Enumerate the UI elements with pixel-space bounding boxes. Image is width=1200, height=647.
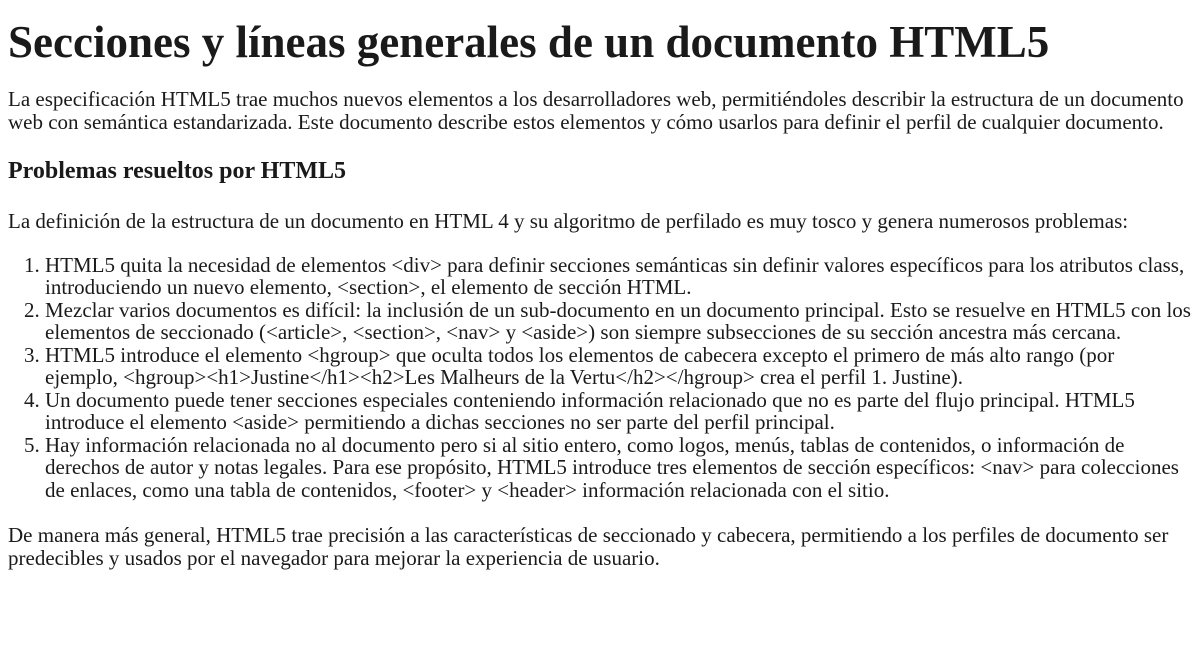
section-heading: Problemas resueltos por HTML5 bbox=[8, 158, 346, 184]
list-item: 1. HTML5 quita la necesidad de elementos <div> para definir secciones semánticas sin definir valores específicos para los atributos class, introduciendo un nuevo elemento, <section>, el elemento de sección HTML. bbox=[45, 254, 1192, 299]
conclusion-paragraph: De manera más general, HTML5 trae precisión a las características de seccionado y cabecera, permitiendo a los perfiles de documento ser predecibles y usados por el navegador para mejorar la experiencia de usuario. bbox=[8, 523, 1169, 570]
intro-paragraph: La especificación HTML5 trae muchos nuevos elementos a los desarrolladores web, permitiéndoles describir la estructura de un documento web con semántica estandarizada. Este documento describe estos elementos y cómo usarlos para definir el perfil de cualquier documento. bbox=[8, 87, 1184, 134]
list-item: 5. Hay información relacionada no al documento pero si al sitio entero, como logos, menús, tablas de contenidos, o información de derechos de autor y notas legales. Para ese propósito, HTML5 introduce tres elementos de sección específicos: <nav> para colecciones de enlaces, como una tabla de contenidos, <footer> y <header> información relacionada con el sitio. bbox=[45, 434, 1192, 502]
problems-list bbox=[8, 254, 1192, 502]
document-page bbox=[0, 17, 1200, 569]
list-item: 4. Un documento puede tener secciones especiales conteniendo información relacionado que no es parte del flujo principal. HTML5 introduce el elemento <aside> permitiendo a dichas secciones no ser parte del perfil principal. bbox=[45, 389, 1192, 434]
list-item: 2. Mezclar varios documentos es difícil: la inclusión de un sub-documento en un documento principal. Esto se resuelve en HTML5 con los elementos de seccionado (<article>, <section>, <nav> y <aside>) son siempre subsecciones de su sección ancestra más cercana. bbox=[45, 299, 1192, 344]
page-title: Secciones y líneas generales de un documento HTML5 bbox=[8, 17, 1050, 67]
list-item: 3. HTML5 introduce el elemento <hgroup> que oculta todos los elementos de cabecera excepto el primero de más alto rango (por ejemplo, <hgroup><h1>Justine</h1><h2>Les Malheurs de la Vertu</h2></hgroup> crea el perfil 1. Justine). bbox=[45, 344, 1192, 389]
problems-intro-paragraph: La definición de la estructura de un documento en HTML 4 y su algoritmo de perfilado es muy tosco y genera numerosos problemas: bbox=[8, 209, 1129, 233]
